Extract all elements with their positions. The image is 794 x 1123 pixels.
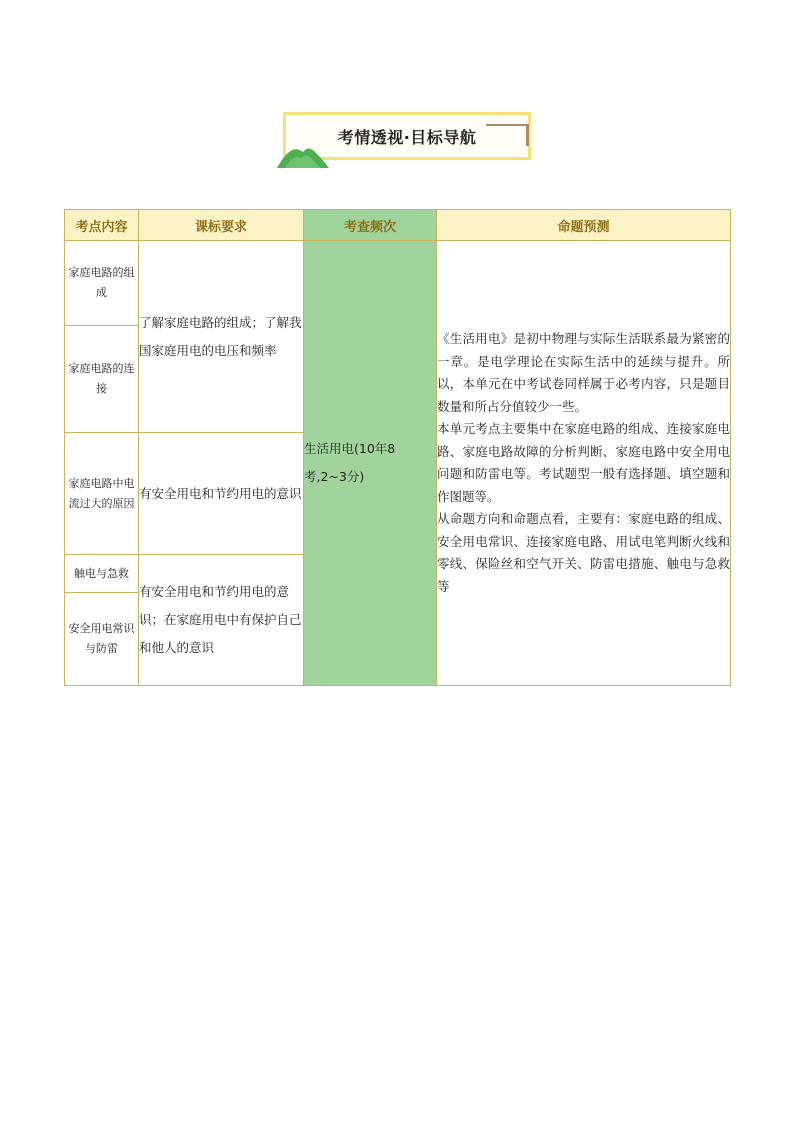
requirement-cell: 有安全用电和节约用电的意识 [139,433,304,555]
table-row [65,241,731,326]
header-topic: 考点内容 [65,210,139,241]
banner-decor-post [526,124,529,146]
banner-title: 考情透视·目标导航 [337,128,477,147]
requirement-cell: 了解家庭电路的组成；了解我国家庭用电的电压和频率 [139,241,304,433]
frequency-cell: 生活用电(10年8考,2~3分) [304,241,437,686]
prediction-cell [437,241,731,686]
prediction-paragraph: 从命题方向和命题点看，主要有：家庭电路的组成、安全用电常识、连接家庭电路、用试电笔判断火线和零线、保险丝和空气开关、防雷电措施、触电与急救等 [437,511,730,594]
header-prediction: 命题预测 [437,210,731,241]
table-header-row [65,210,731,241]
topic-cell: 触电与急救 [65,555,139,593]
header-requirement: 课标要求 [139,210,304,241]
banner-decor-bar [486,124,528,126]
topic-cell: 家庭电路的组成 [65,241,139,326]
topic-cell: 家庭电路的连接 [65,326,139,433]
prediction-paragraph: 《生活用电》是初中物理与实际生活联系最为紧密的一章。是电学理论在实际生活中的延续与提升。所以，本单元在中考试卷同样属于必考内容，只是题目数量和所占分值较少一些。 [437,331,730,414]
exam-overview-table [64,209,731,686]
section-banner [277,110,537,170]
topic-cell: 家庭电路中电流过大的原因 [65,433,139,555]
prediction-paragraph: 本单元考点主要集中在家庭电路的组成、连接家庭电路、家庭电路故障的分析判断、家庭电路中安全用电问题和防雷电等。考试题型一般有选择题、填空题和作图题等。 [437,421,730,504]
header-frequency: 考查频次 [304,210,437,241]
requirement-cell: 有安全用电和节约用电的意识；在家庭用电中有保护自己和他人的意识 [139,555,304,686]
hills-icon [277,140,337,170]
topic-cell: 安全用电常识与防雷 [65,593,139,686]
